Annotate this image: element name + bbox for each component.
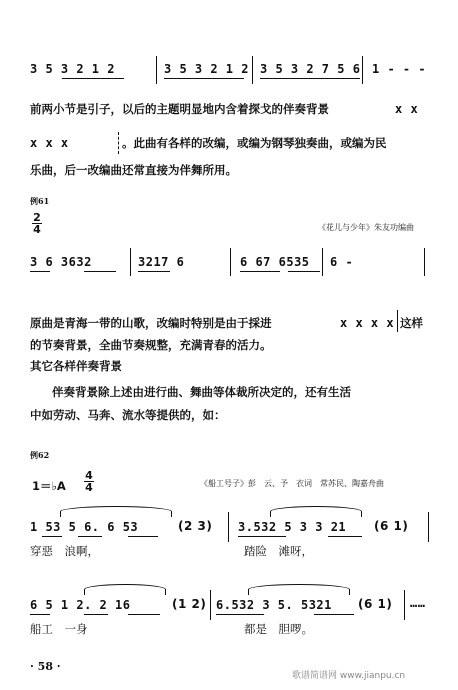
ex62-row1-interlude-1: (2 3): [178, 519, 213, 533]
barline: [252, 56, 253, 84]
underline: [128, 536, 158, 537]
time-top: 4: [85, 469, 93, 482]
underline: [42, 536, 62, 537]
underline: [138, 271, 170, 272]
underline: [84, 614, 108, 615]
para2-line-1-end: 这样: [400, 316, 423, 330]
ex61-measure-2: 3217 6: [138, 255, 185, 269]
underline: [30, 271, 50, 272]
example-62-label: 例62: [30, 450, 50, 460]
watermark: 歌谱简谱网 www.jianpu.cn: [292, 671, 406, 681]
underline: [238, 536, 286, 537]
ex62-row1-measure-2: 3.532 5 3 3 21: [238, 520, 347, 534]
example-62-credit: 《船工号子》彭 云、予 衣词 常苏民、陶嘉舟曲: [200, 479, 384, 488]
barline: [424, 248, 425, 276]
underline: [260, 78, 360, 79]
para1-rhythm-2: x x x: [30, 136, 69, 150]
underline: [62, 78, 124, 79]
barline: [130, 248, 131, 276]
ex62-row2-measure-1: 6 5 1 2. 2 16: [30, 598, 131, 612]
para1-rhythm-1: x x: [395, 102, 419, 116]
underline: [328, 536, 362, 537]
barline: [230, 248, 231, 276]
example-61-credit: 《花儿与少年》朱友功编曲: [318, 223, 414, 232]
ex61-measure-4: 6 -: [330, 255, 354, 269]
barline: [210, 590, 211, 620]
underline: [288, 271, 320, 272]
time-top: 2: [33, 211, 41, 224]
page-number: · 58 ·: [30, 660, 61, 673]
barline: [322, 248, 323, 276]
underline: [164, 78, 244, 79]
barline: [404, 590, 405, 620]
ex62-row2-interlude-2: (6 1): [358, 597, 393, 611]
score1-measure-3: 3 5 3 2 7 5 6: [260, 62, 361, 76]
para1-line-2: 。此曲有各样的改编，或编为钢琴独奏曲，或编为民: [122, 136, 387, 150]
ex62-row2-lyric-2: 都是 胆啰。: [244, 622, 313, 636]
slur: [248, 584, 350, 595]
ex62-row1-lyric-1: 穿惡 浪啊，: [30, 544, 99, 558]
underline: [128, 614, 160, 615]
score1-measure-2: 3 5 3 2 1 2: [164, 62, 249, 76]
para2-line-2: 的节奏背景，全曲节奏规整，充满青春的活力。: [30, 338, 272, 352]
ex62-row1-lyric-2: 踏险 滩呀，: [244, 544, 313, 558]
example-62-key: 1＝♭A: [32, 479, 66, 493]
section-heading: 其它各样伴奏背景: [30, 359, 122, 373]
score1-measure-4: 1 - - -: [372, 62, 427, 76]
barline: [156, 56, 157, 84]
example-61-label: 例61: [30, 196, 50, 206]
ex62-row2-interlude-1: (1 2): [172, 597, 207, 611]
underline: [240, 271, 280, 272]
ex61-measure-1: 3 6 3632: [30, 255, 92, 269]
ex62-row2-measure-2: 6.532 3 5. 5321: [216, 598, 332, 612]
para2-rhythm: x x x x: [340, 316, 395, 330]
barline: [428, 512, 429, 542]
barline: [228, 512, 229, 542]
slur: [270, 506, 362, 517]
underline: [30, 614, 50, 615]
ex62-row1-interlude-2: (6 1): [374, 519, 409, 533]
time-bottom: 4: [33, 223, 41, 236]
para1-line-1: 前两小节是引子，以后的主题明显地内含着探戈的伴奏背景: [30, 102, 329, 116]
ex61-measure-3: 6 67 6535: [240, 255, 310, 269]
slur: [84, 584, 166, 595]
time-bottom: 4: [85, 481, 93, 494]
underline: [84, 271, 116, 272]
example-62-time-signature: [84, 470, 94, 493]
score1-measure-1: 3 5 3 2 1 2: [30, 62, 115, 76]
para1-line-3: 乐曲，后一改编曲还常直接为伴舞所用。: [30, 163, 237, 177]
barline: [362, 56, 363, 84]
underline: [216, 614, 264, 615]
slur: [60, 506, 172, 517]
section-line-1: 伴奏背景除上述由进行曲、舞曲等体裁所决定的，还有生活: [52, 385, 351, 399]
example-61-time-signature: [32, 212, 42, 235]
dashed-barline: [118, 132, 120, 154]
underline: [314, 614, 354, 615]
barline: [397, 310, 398, 332]
underline: [78, 536, 102, 537]
ex62-row2-lyric-1: 船工 一身: [30, 622, 88, 636]
para2-line-1: 原曲是青海一带的山歌，改编时特别是由于採进: [30, 316, 272, 330]
ex62-row1-measure-1: 1 53 5 6. 6 53: [30, 520, 139, 534]
section-line-2: 中如劳动、马奔、流水等提供的，如：: [30, 408, 226, 422]
ex62-row2-continuation: ……: [410, 596, 426, 610]
